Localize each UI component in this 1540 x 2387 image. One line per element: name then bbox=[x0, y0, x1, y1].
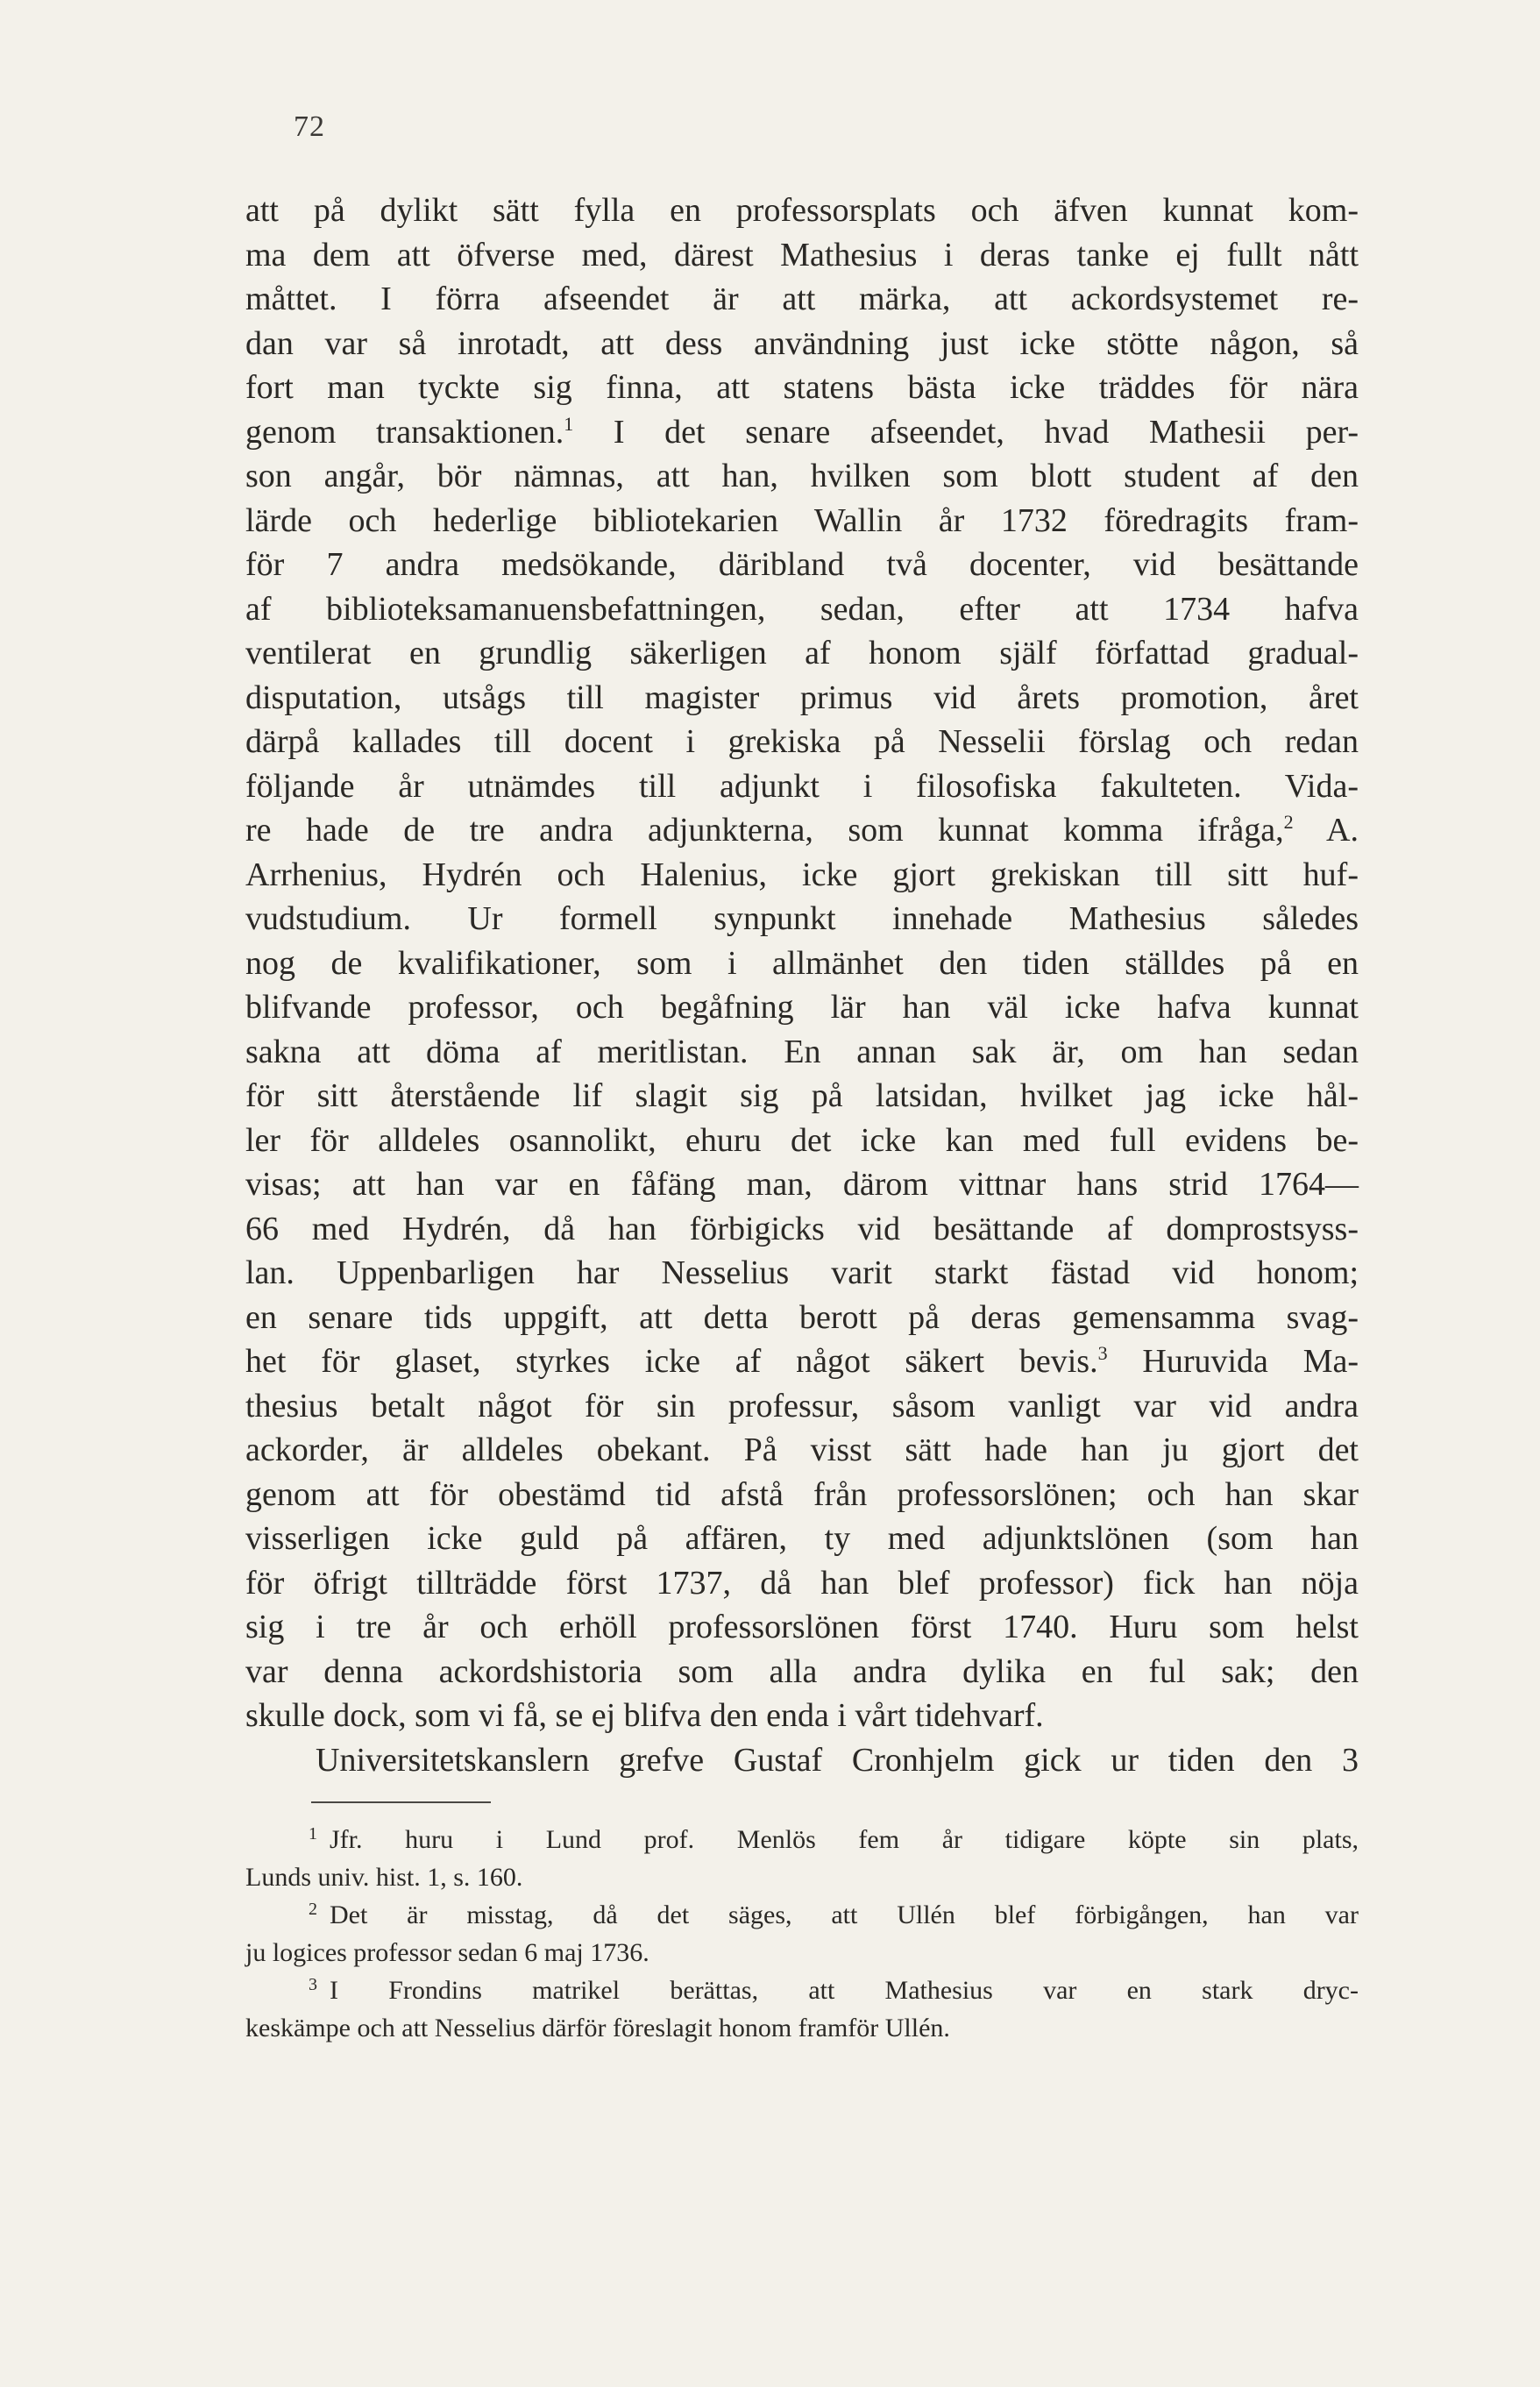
text-line: ler för alldeles osannolikt, ehuru det icke kan med full evidens be- bbox=[245, 1121, 1359, 1159]
text-line: dan var så inrotadt, att dess användning just icke stötte någon, så bbox=[245, 324, 1359, 362]
text-line: 66 med Hydrén, då han förbigicks vid besättande af domprostsyss- bbox=[245, 1210, 1359, 1247]
text-line: sakna att döma af meritlistan. En annan sak är, om han sedan bbox=[245, 1033, 1359, 1070]
text-line: en senare tids uppgift, att detta berott på deras gemensamma svag- bbox=[245, 1298, 1359, 1336]
text-line: re hade de tre andra adjunkterna, som kunnat komma ifråga,$^2$ A. bbox=[245, 811, 1359, 849]
footnote-number: 3 bbox=[309, 1975, 317, 1994]
text-line: blifvande professor, och begåfning lär han väl icke hafva kunnat bbox=[245, 989, 1359, 1026]
footnote-line: $^3$ I Frondins matrikel berättas, att Mathesius var en stark dryc- bbox=[309, 1975, 1359, 2005]
text-line: nog de kvalifikationer, som i allmänhet den tiden ställdes på en bbox=[245, 944, 1359, 982]
footnote-marker: 2 bbox=[1283, 811, 1294, 833]
text-line: ackorder, är alldeles obekant. På visst sätt hade han ju gjort det bbox=[245, 1431, 1359, 1468]
footnote bbox=[245, 1821, 1359, 1896]
footnote-line: Lunds univ. hist. 1, s. 160. bbox=[245, 1863, 523, 1892]
footnote-marker: 1 bbox=[564, 412, 574, 435]
text-line: het för glaset, styrkes icke af något säkert bevis.$^3$ Huruvida Ma- bbox=[245, 1342, 1359, 1380]
text-line: var denna ackordshistoria som alla andra dylika en ful sak; den bbox=[245, 1652, 1359, 1690]
text-line: lan. Uppenbarligen har Nesselius varit starkt fästad vid honom; bbox=[245, 1254, 1359, 1291]
footnote-line: $^1$ Jfr. huru i Lund prof. Menlös fem år tidigare köpte sin plats, bbox=[309, 1824, 1359, 1854]
text-line: visas; att han var en fåfäng man, därom vittnar hans strid 1764— bbox=[245, 1166, 1359, 1203]
text-line: Arrhenius, Hydrén och Halenius, icke gjort grekiskan till sitt huf- bbox=[245, 856, 1359, 893]
text-line: thesius betalt något för sin professur, såsom vanligt var vid andra bbox=[245, 1387, 1359, 1424]
text-line: genom transaktionen.$^1$ I det senare afseendet, hvad Mathesii per- bbox=[245, 412, 1359, 451]
text-line: fort man tyckte sig finna, att statens bästa icke träddes för nära bbox=[245, 369, 1359, 406]
text-line: disputation, utsågs till magister primus vid årets promotion, året bbox=[245, 678, 1359, 716]
footnote bbox=[245, 1971, 1359, 2047]
footnote-number: 2 bbox=[309, 1900, 317, 1919]
text-line: måttet. I förra afseendet är att märka, att ackordsystemet re- bbox=[245, 281, 1359, 317]
text-line: för 7 andra medsökande, däribland två docenter, vid besättande bbox=[245, 546, 1359, 583]
footnote-number: 1 bbox=[309, 1824, 317, 1844]
text-line: att på dylikt sätt fylla en professorsplats och äfven kunnat kom- bbox=[245, 192, 1359, 229]
body-text bbox=[245, 188, 1359, 1782]
text-line: ventilerat en grundlig säkerligen af honom själf författad gradual- bbox=[245, 635, 1359, 671]
text-line: Universitetskanslern grefve Gustaf Cronhjelm gick ur tiden den 3 bbox=[316, 1741, 1359, 1779]
footnotes bbox=[245, 1821, 1359, 2047]
footnote-line: $^2$ Det är misstag, då det säges, att Ullén blef förbigången, han var bbox=[309, 1900, 1359, 1929]
text-line: skulle dock, som vi få, se ej blifva den enda i vårt tidehvarf. bbox=[245, 1697, 1044, 1734]
page-number: 72 bbox=[294, 110, 325, 143]
footnote bbox=[245, 1896, 1359, 1971]
text-line: därpå kallades till docent i grekiska på Nesselii förslag och redan bbox=[245, 723, 1359, 760]
text-line: lärde och hederlige bibliotekarien Wallin år 1732 föredragits fram- bbox=[245, 501, 1359, 539]
text-line: genom att för obestämd tid afstå från professorslönen; och han skar bbox=[245, 1475, 1359, 1513]
text-line: son angår, bör nämnas, att han, hvilken som blott student af den bbox=[245, 458, 1359, 494]
text-line: ma dem att öfverse med, därest Mathesius i deras tanke ej fullt nått bbox=[245, 236, 1359, 274]
text-line: följande år utnämdes till adjunkt i filosofiska fakulteten. Vida- bbox=[245, 767, 1359, 805]
text-line: af biblioteksamanuensbefattningen, sedan, efter att 1734 hafva bbox=[245, 590, 1359, 628]
footnote-divider bbox=[311, 1801, 491, 1803]
footnote-marker: 3 bbox=[1097, 1342, 1108, 1364]
text-line: visserligen icke guld på affären, ty med adjunktslönen (som han bbox=[245, 1520, 1359, 1557]
footnote-line: ju logices professor sedan 6 maj 1736. bbox=[245, 1938, 649, 1967]
text-line: vudstudium. Ur formell synpunkt innehade Mathesius således bbox=[245, 900, 1359, 937]
text-line: för öfrigt tillträdde först 1737, då han blef professor) fick han nöja bbox=[245, 1564, 1359, 1602]
footnote-line: keskämpe och att Nesselius därför föreslagit honom framför Ullén. bbox=[245, 2014, 950, 2042]
text-line: för sitt återstående lif slagit sig på latsidan, hvilket jag icke hål- bbox=[245, 1077, 1359, 1114]
text-line: sig i tre år och erhöll professorslönen först 1740. Huru som helst bbox=[245, 1609, 1359, 1645]
